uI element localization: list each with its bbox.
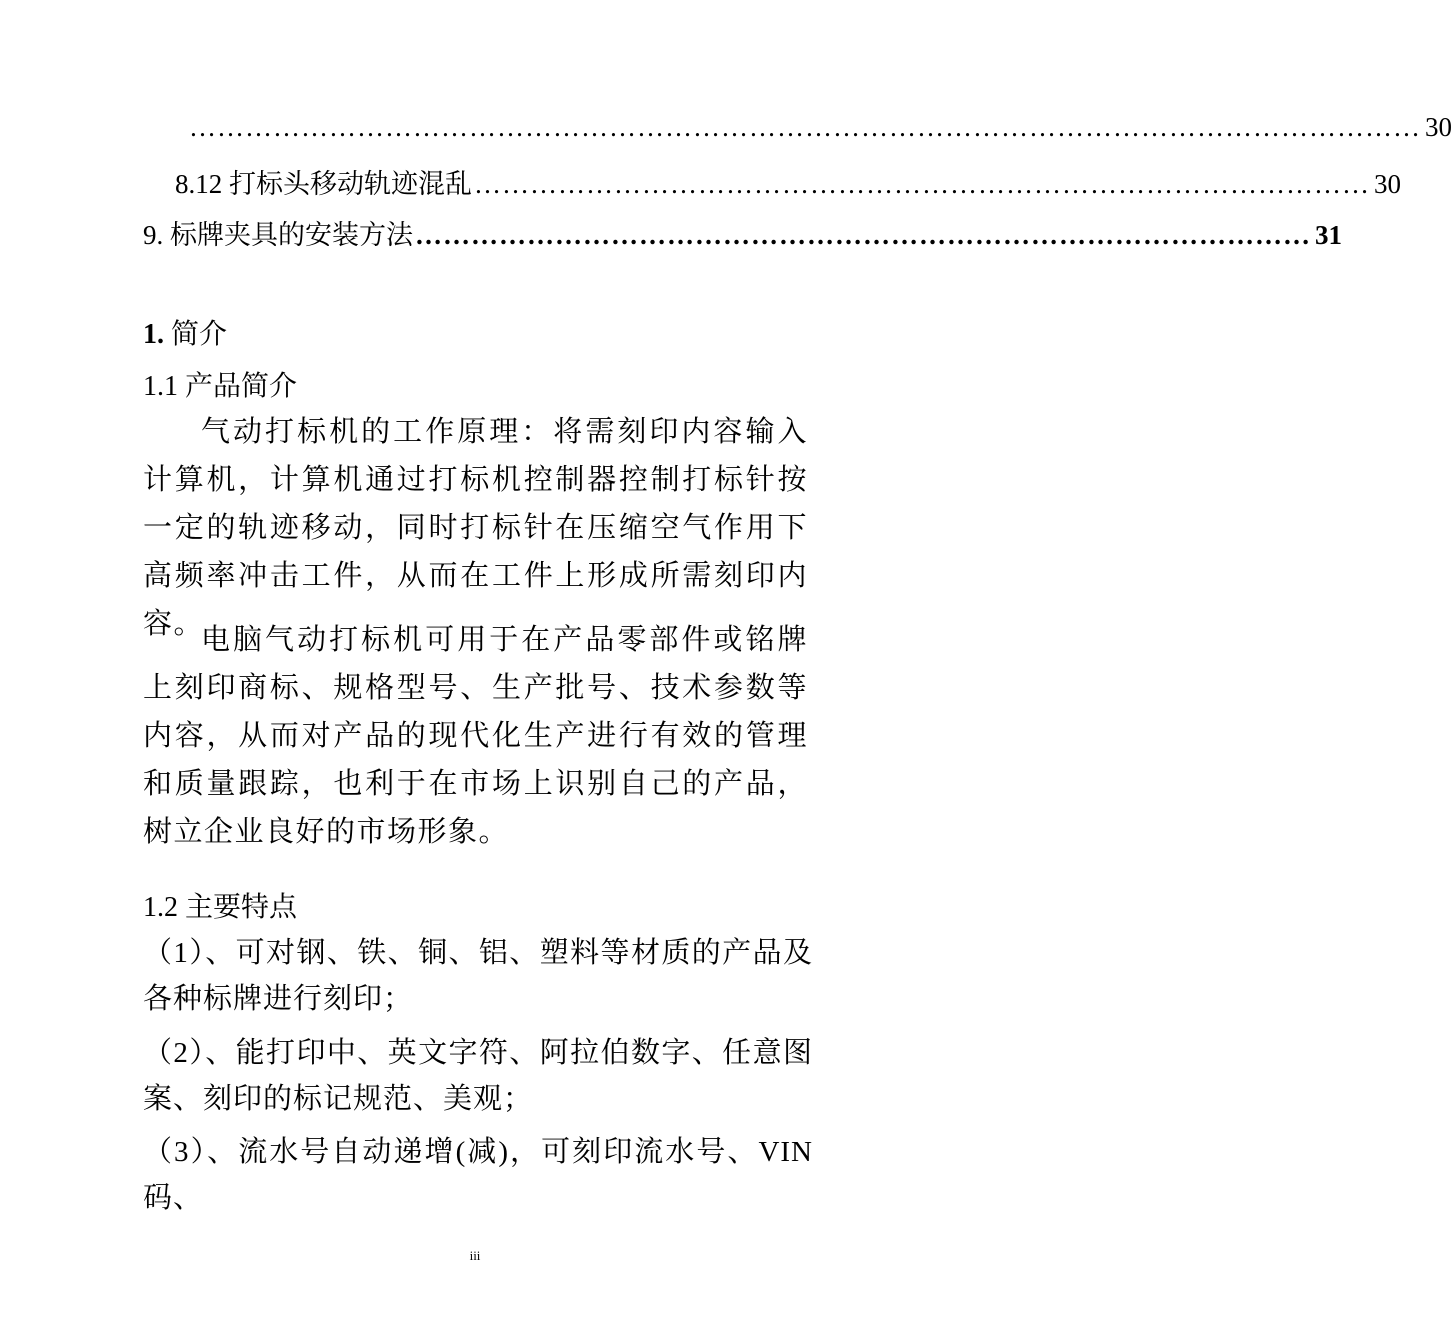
toc-dot-leader: …………………………………………………………………………………… <box>474 169 1370 199</box>
toc-entry-title: 8.12 打标头移动轨迹混乱 <box>175 169 472 199</box>
section-heading-1 <box>143 312 227 352</box>
toc-page-number: 30 <box>1425 112 1452 142</box>
toc-dot-leader: …………………………………………………………………………………… <box>415 220 1311 250</box>
paragraph-applications: 电脑气动打标机可用于在产品零部件或铭牌上刻印商标、规格型号、生产批号、技术参数等内容，从而对产品的现代化生产进行有效的管理和质量跟踪，也利于在市场上识别自己的产品，树立企业良好的市场形象。 <box>143 624 808 848</box>
toc-entry-9[interactable] <box>143 213 1342 252</box>
toc-page-number: 30 <box>1374 169 1401 199</box>
feature-item-1: （1）、可对钢、铁、铜、铝、塑料等材质的产品及各种标牌进行刻印； <box>143 937 813 1015</box>
paragraph-working-principle: 气动打标机的工作原理：将需刻印内容输入计算机，计算机通过打标机控制器控制打标针按一定的轨迹移动，同时打标针在压缩空气作用下高频率冲击工件，从而在工件上形成所需刻印内容。 <box>143 416 808 640</box>
section-number: 1. <box>143 319 164 350</box>
section-title: 简介 <box>171 319 228 350</box>
page-number-footer: iii <box>469 1248 481 1263</box>
toc-entry-8-12[interactable] <box>175 162 1401 201</box>
feature-item-2: （2）、能打印中、英文字符、阿拉伯数字、任意图案、刻印的标记规范、美观； <box>143 1037 813 1115</box>
toc-page-number: 31 <box>1315 220 1342 250</box>
subsection-heading-1-1: 1.1 产品简介 <box>143 371 298 402</box>
subsection-heading-1-2: 1.2 主要特点 <box>143 892 298 923</box>
toc-entry-continuation[interactable] <box>187 112 1452 143</box>
toc-entry-title: 9. 标牌夹具的安装方法 <box>143 220 413 250</box>
toc-dot-leader: …………………………………………………………………………………………………………………… <box>189 112 1421 142</box>
feature-item-3: （3）、流水号自动递增(减)，可刻印流水号、VIN 码、 <box>143 1136 813 1214</box>
